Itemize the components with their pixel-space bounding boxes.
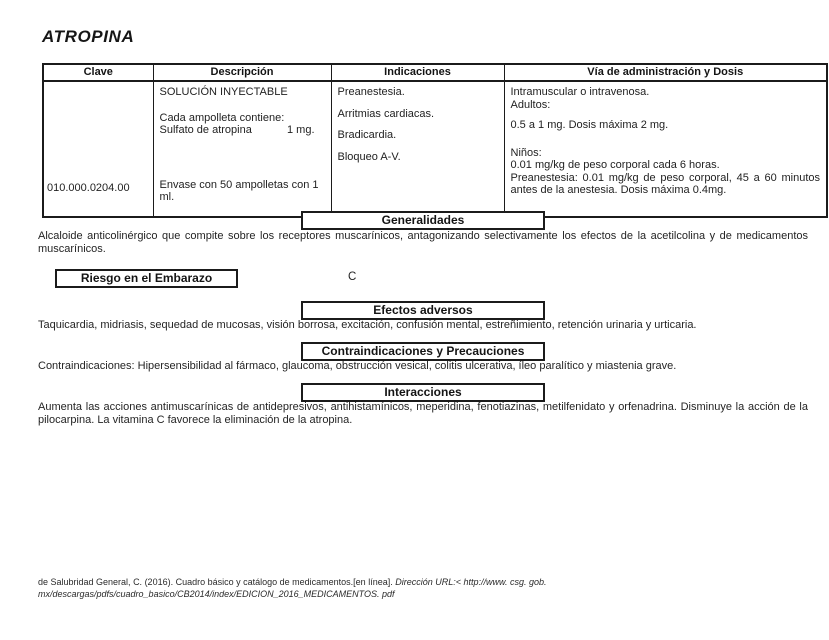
desc-form: SOLUCIÓN INYECTABLE: [159, 86, 288, 98]
section-heading-row-efectos-adversos: [38, 301, 808, 320]
section-heading-efectos-adversos: Efectos adversos: [301, 301, 545, 320]
table-row: [43, 81, 827, 217]
indication-item: Arritmias cardiacas.: [337, 107, 435, 120]
table-header-row: [43, 64, 827, 81]
spacer: [511, 132, 821, 147]
interacciones-text: Aumenta las acciones antimuscarínicas de antidepresivos, antihistamínicos, meperidina, fenotiazinas, metilfenidato y orfenadrina. Disminuye la acción de la pilocarpina. La vitamina C favorece la eliminación de la atropina.: [38, 401, 808, 426]
section-heading-contraindicaciones: Contraindicaciones y Precauciones: [301, 342, 545, 361]
clave-code: 010.000.0204.00: [47, 182, 130, 194]
via-adults-dose: 0.5 a 1 mg. Dosis máxima 2 mg.: [510, 119, 669, 131]
pregnancy-risk-category: C: [348, 271, 357, 283]
citation-url-part1: Dirección URL:< http://www. csg. gob.: [395, 577, 547, 587]
via-children-preanesthesia: Preanestesia: 0.01 mg/kg de peso corporal, 45 a 60 minutos antes de la anestesia. Dosis máxima 0.4mg.: [510, 171, 820, 196]
section-heading-generalidades: Generalidades: [301, 211, 545, 230]
cell-descripcion: [153, 81, 331, 217]
spacer: [511, 111, 821, 119]
desc-package: Envase con 50 ampolletas con 1 ml.: [159, 178, 319, 203]
indication-item: Preanestesia.: [337, 86, 405, 98]
desc-substance: Sulfato de atropina: [159, 124, 252, 136]
cell-indicaciones: [331, 81, 504, 217]
drug-table: [42, 63, 828, 218]
cell-clave: [43, 81, 153, 217]
desc-amount: 1 mg.: [286, 124, 315, 136]
citation-url-part2: mx/descargas/pdfs/cuadro_basico/CB2014/index/EDICION_2016_MEDICAMENTOS. pdf: [38, 589, 395, 599]
column-header-descripcion: Descripción: [153, 64, 331, 81]
via-route: Intramuscular o intravenosa.: [510, 86, 650, 98]
citation-text: de Salubridad General, C. (2016). Cuadro básico y catálogo de medicamentos.[en línea].: [38, 577, 396, 587]
desc-substance-row: [160, 124, 325, 137]
column-header-clave: Clave: [43, 64, 153, 81]
section-heading-row-contraindicaciones: [38, 342, 808, 361]
pregnancy-risk-row: [55, 269, 356, 288]
citation-line-1: [38, 576, 683, 588]
indication-item: Bradicardia.: [337, 129, 397, 141]
citation: [38, 576, 683, 600]
section-heading-row-interacciones: [38, 383, 808, 402]
section-heading-interacciones: Interacciones: [301, 383, 545, 402]
generalidades-text: Alcaloide anticolinérgico que compite sobre los receptores muscarínicos, antagonizando selectivamente los efectos de la acetilcolina y de medicamentos muscarínicos.: [38, 230, 808, 255]
column-header-indicaciones: Indicaciones: [331, 64, 504, 81]
via-adults-label: Adultos:: [510, 98, 551, 111]
column-header-via: Vía de administración y Dosis: [504, 64, 827, 81]
via-children-label: Niños:: [510, 146, 542, 159]
desc-contains-label: Cada ampolleta contiene:: [159, 111, 285, 124]
section-heading-row-generalidades: [38, 211, 808, 230]
indication-item: Bloqueo A-V.: [337, 150, 401, 163]
cell-via: [504, 81, 827, 217]
page-title: ATROPINA: [42, 27, 135, 46]
via-children-dose: 0.01 mg/kg de peso corporal cada 6 horas.: [510, 159, 720, 171]
section-heading-riesgo-embarazo: Riesgo en el Embarazo: [55, 269, 238, 288]
efectos-adversos-text: Taquicardia, midriasis, sequedad de mucosas, visión borrosa, excitación, confusión mental, estreñimiento, retención urinaria y urticaria.: [38, 319, 697, 331]
contraindicaciones-text: Contraindicaciones: Hipersensibilidad al fármaco, glaucoma, obstrucción vesical, colitis ulcerativa, íleo paralítico y miastenia grave.: [38, 360, 677, 372]
